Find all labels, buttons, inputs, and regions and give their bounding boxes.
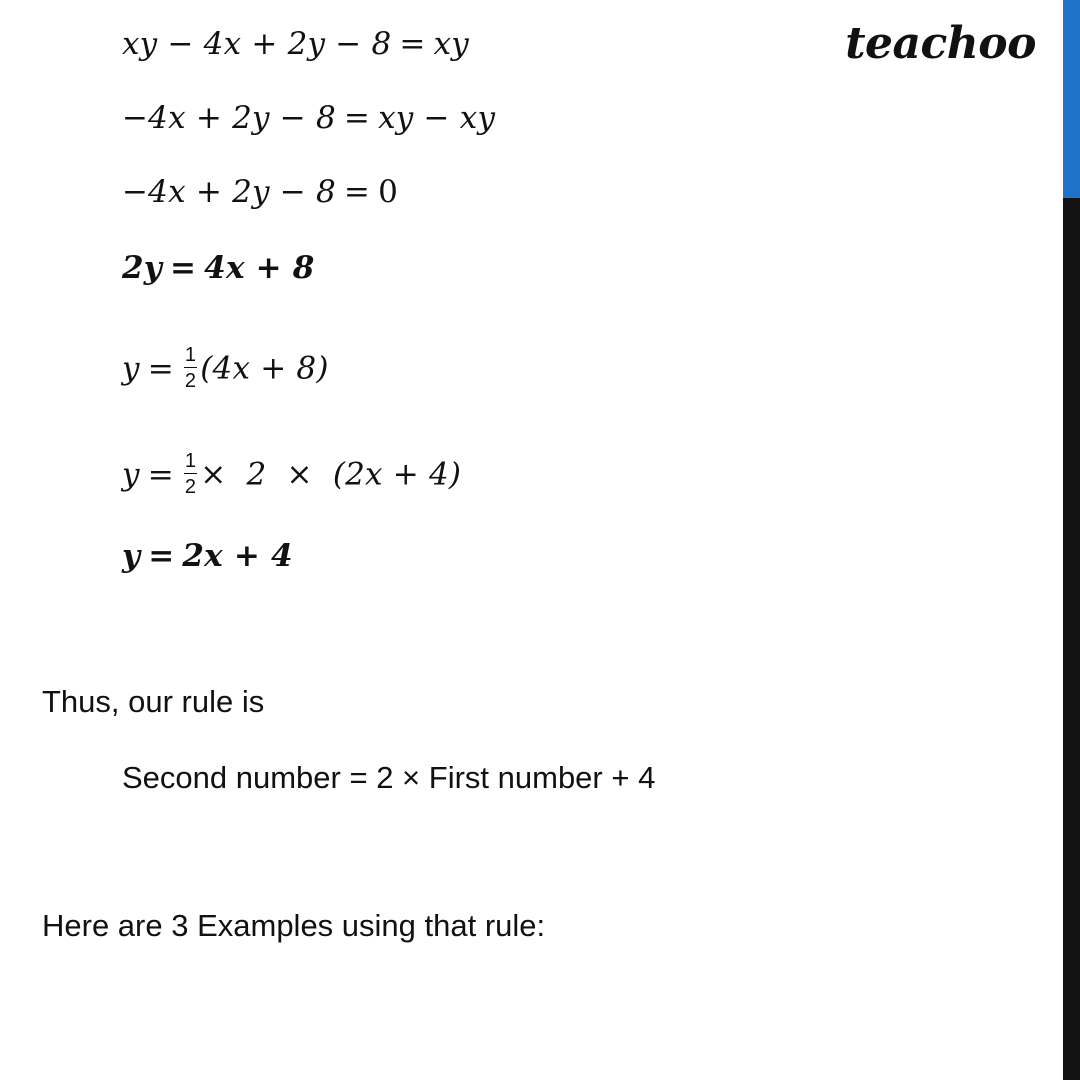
scroll-indicator-bar	[1063, 0, 1080, 1080]
equation-step-1	[122, 24, 469, 64]
equation-lhs: y	[122, 456, 140, 493]
equation-step-5	[122, 346, 329, 394]
scroll-indicator-accent	[1063, 0, 1080, 198]
fraction-one-half	[184, 344, 197, 392]
equation-rhs: xy	[433, 26, 470, 62]
equation-lhs: y	[122, 350, 140, 387]
equals-sign: =	[169, 250, 197, 286]
fraction-bar	[184, 367, 197, 368]
fraction-denominator: 2	[184, 476, 197, 498]
examples-intro: Here are 3 Examples using that rule:	[42, 908, 546, 943]
equation-step-3	[122, 172, 398, 212]
equals-sign: =	[147, 456, 174, 493]
equation-step-7	[122, 536, 293, 576]
equation-lhs: 2y	[122, 250, 162, 286]
teachoo-logo: teachoo	[845, 18, 1036, 69]
equation-lhs: −4x + 2y − 8	[122, 100, 336, 136]
equation-rest: (4x + 8)	[200, 350, 329, 387]
equation-step-2	[122, 98, 495, 138]
equation-step-6	[122, 452, 461, 500]
equals-sign: =	[343, 174, 371, 210]
fraction-denominator: 2	[184, 370, 197, 392]
equals-sign: =	[343, 100, 371, 136]
equals-sign: =	[147, 350, 174, 387]
fraction-bar	[184, 473, 197, 474]
equation-rhs: 2x + 4	[182, 538, 293, 574]
equation-rhs: 4x + 8	[204, 250, 315, 286]
rule-statement: Second number = 2 × First number + 4	[122, 760, 656, 795]
equation-lhs: −4x + 2y − 8	[122, 174, 336, 210]
fraction-numerator: 1	[184, 344, 197, 366]
equation-rhs: 0	[378, 174, 399, 210]
equation-rest: × 2 × (2x + 4)	[200, 456, 462, 493]
fraction-numerator: 1	[184, 450, 197, 472]
equation-step-4	[122, 248, 315, 288]
equation-rhs: xy − xy	[378, 100, 496, 136]
equals-sign: =	[148, 538, 175, 574]
thus-statement: Thus, our rule is	[42, 684, 265, 719]
equals-sign: =	[399, 26, 426, 62]
equation-lhs: xy − 4x + 2y − 8	[122, 26, 392, 62]
fraction-one-half	[184, 450, 197, 498]
equation-lhs: y	[122, 538, 141, 574]
